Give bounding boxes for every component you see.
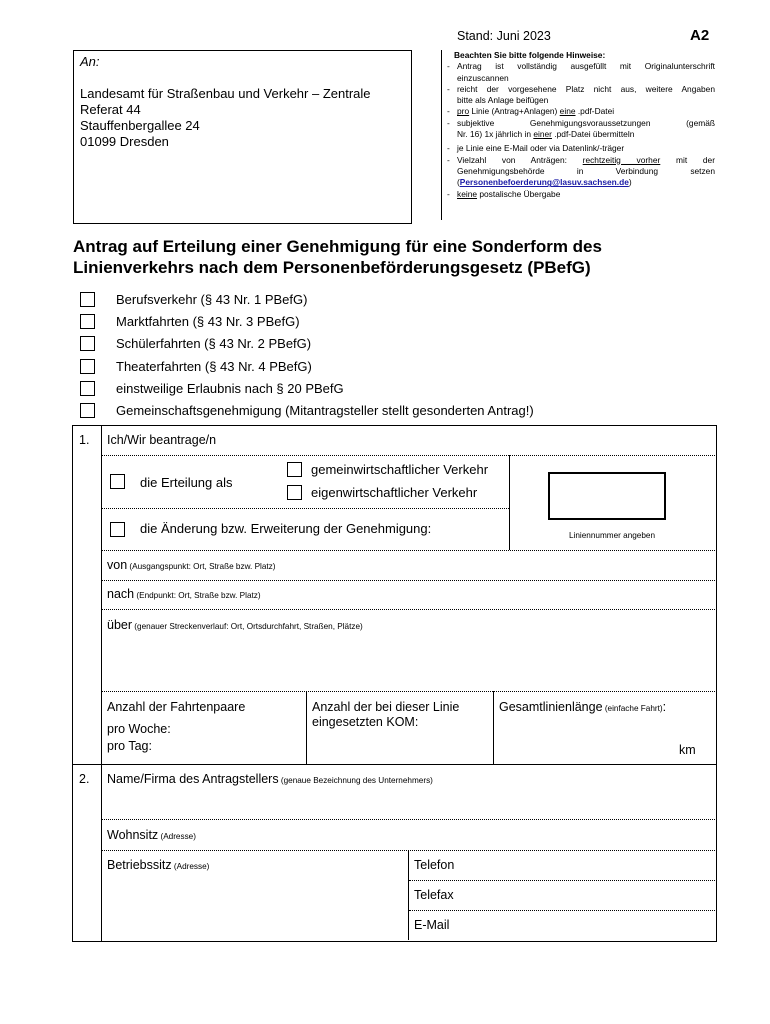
dotted-divider [102,550,715,551]
von-field[interactable]: von (Ausgangspunkt: Ort, Straße bzw. Platz) [107,558,276,572]
section-divider [72,764,716,765]
address-line: Landesamt für Straßenbau und Verkehr – Zentrale [80,86,371,101]
dotted-divider [102,580,715,581]
form-title: Antrag auf Erteilung einer Genehmigung für eine Sonderform des Linienverkehrs nach dem Personenbeförderungsgesetz (PBefG) [73,237,602,277]
aenderung-label: die Änderung bzw. Erweiterung der Genehmigung: [140,521,432,536]
column-divider [493,691,494,764]
option-label: einstweilige Erlaubnis nach § 20 PBefG [116,381,344,396]
address-line: Stauffenbergallee 24 [80,118,200,133]
betriebssitz-field[interactable]: Betriebssitz (Adresse) [107,858,210,872]
checkbox-theaterfahrten[interactable] [80,359,95,374]
notes-box [447,50,715,200]
note-item: - Vielzahl von Anträgen: rechtzeitig vorher mit der Genehmigungsbehörde in Verbindung setzen (Personenbefoerderung@lasuv.sachsen.de) [447,155,715,189]
erteilung-label: die Erteilung als [140,475,233,490]
section-number: 2. [79,772,90,786]
checkbox-erteilung[interactable] [110,474,125,489]
pro-tag-field[interactable]: pro Tag: [107,739,152,753]
dotted-divider [102,691,715,692]
gemeinwirtschaftlich-label: gemeinwirtschaftlicher Verkehr [311,462,489,477]
checkbox-einstweilige-erlaubnis[interactable] [80,381,95,396]
option-label: Gemeinschaftsgenehmigung (Mitantragsteller stellt gesonderten Antrag!) [116,403,534,418]
checkbox-gemeinschaftsgenehmigung[interactable] [80,403,95,418]
checkbox-gemeinwirtschaftlich[interactable] [287,462,302,477]
notes-border [441,50,442,220]
column-divider [306,691,307,764]
checkbox-eigenwirtschaftlich[interactable] [287,485,302,500]
gesamtlinienlaenge-label: Gesamtlinienlänge (einfache Fahrt): [499,700,667,714]
pro-woche-field[interactable]: pro Woche: [107,722,171,736]
dotted-divider [409,910,715,911]
checkbox-aenderung[interactable] [110,522,125,537]
email-field[interactable]: E-Mail [414,918,450,932]
note-item: - keine postalische Übergabe [447,189,715,200]
km-unit: km [679,743,696,757]
section-number: 1. [79,433,90,447]
note-item: - je Linie eine E-Mail oder via Datenlink/-träger [447,143,715,154]
ueber-field[interactable]: über (genauer Streckenverlauf: Ort, Ortsdurchfahrt, Straßen, Plätze) [107,618,363,632]
note-item: - Antrag ist vollständig ausgefüllt mit Originalunterschrift einzuscannen [447,61,715,84]
address-line: Referat 44 [80,102,141,117]
telefon-field[interactable]: Telefon [414,858,455,872]
nach-field[interactable]: nach (Endpunkt: Ort, Straße bzw. Platz) [107,587,261,601]
to-label: An: [80,54,100,69]
option-label: Marktfahrten (§ 43 Nr. 3 PBefG) [116,314,300,329]
option-label: Berufsverkehr (§ 43 Nr. 1 PBefG) [116,292,308,307]
checkbox-marktfahrten[interactable] [80,314,95,329]
antragsteller-name-field[interactable]: Name/Firma des Antragstellers (genaue Bezeichnung des Unternehmers) [107,772,433,786]
section1-heading: Ich/Wir beantrage/n [107,433,217,447]
kom-field[interactable]: Anzahl der bei dieser Linie eingesetzten KOM: [312,700,460,729]
note-item: - reicht der vorgesehene Platz nicht aus, weitere Angaben bitte als Anlage beifügen [447,84,715,107]
wohnsitz-field[interactable]: Wohnsitz (Adresse) [107,828,196,842]
eigenwirtschaftlich-label: eigenwirtschaftlicher Verkehr [311,485,478,500]
note-item: - pro Linie (Antrag+Anlagen) eine .pdf-Datei [447,106,715,117]
option-label: Theaterfahrten (§ 43 Nr. 4 PBefG) [116,359,312,374]
form-code: A2 [690,27,710,44]
checkbox-berufsverkehr[interactable] [80,292,95,307]
checkbox-schuelerfahrten[interactable] [80,336,95,351]
recipient-address [80,86,371,150]
dotted-divider [409,880,715,881]
fahrtenpaare-label: Anzahl der Fahrtenpaare [107,700,246,714]
telefax-field[interactable]: Telefax [414,888,454,902]
dotted-divider [102,609,715,610]
contact-column-divider [408,850,409,940]
liniennummer-hint: Liniennummer angeben [568,531,656,540]
note-item: - subjektive Genehmigungsvoraussetzungen (gemäß Nr. 16) 1x jährlich in einer .pdf-Datei übermitteln [447,118,715,141]
dotted-divider [102,455,715,456]
number-column-divider [101,425,102,941]
dotted-divider [102,508,509,509]
email-link[interactable]: Personenbefoerderung@lasuv.sachsen.de [459,177,629,188]
notes-title: Beachten Sie bitte folgende Hinweise: [454,50,606,60]
option-label: Schülerfahrten (§ 43 Nr. 2 PBefG) [116,336,312,351]
address-line: 01099 Dresden [80,134,169,149]
liniennummer-input[interactable] [548,472,666,520]
address-box [73,50,412,224]
stand-date: Stand: Juni 2023 [457,29,551,43]
dotted-divider [102,819,715,820]
